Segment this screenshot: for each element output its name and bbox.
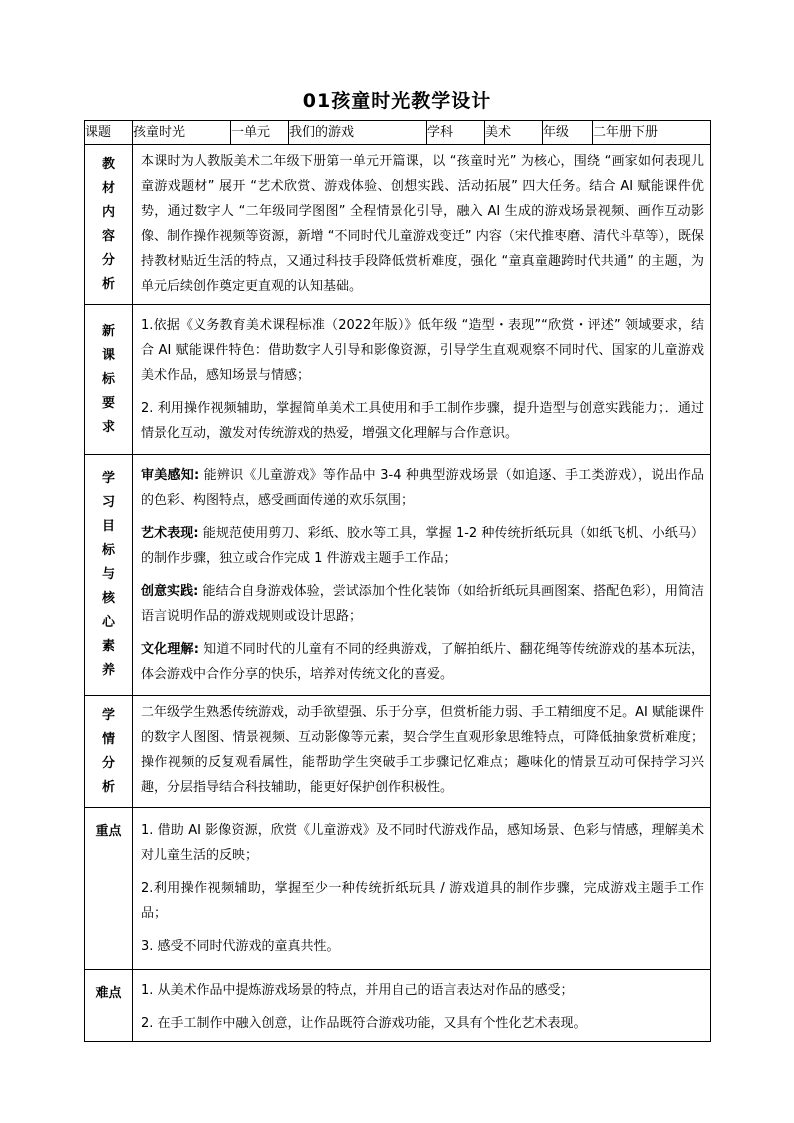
difficulty-item: 1. 从美术作品中提炼游戏场景的特点，并用自己的语言表达对作品的感受； bbox=[141, 983, 574, 998]
goal-item bbox=[141, 637, 704, 687]
goals-row bbox=[85, 455, 711, 696]
subject: 美术 bbox=[485, 121, 543, 145]
goal-text: 能结合自身游戏体验，尝试添加个性化装饰（如给折纸玩具画图案、搭配色彩），用简洁语言说明作品的游戏规则或设计思路； bbox=[141, 584, 704, 624]
goal-item bbox=[141, 579, 704, 629]
key-points-content bbox=[133, 808, 711, 970]
key-point-item: 3. 感受不同时代游戏的童真共性。 bbox=[141, 939, 340, 954]
goal-heading: 创意实践: bbox=[141, 584, 199, 599]
difficulties-label: 难点 bbox=[85, 970, 133, 1042]
learners-text: 二年级学生熟悉传统游戏，动手欲望强、乐于分享，但赏析能力弱、手工精细度不足。AI 赋能课件的数字人图图、情景视频、互动影像等元素，契合学生直观形象思维特点，可降低抽象赏析难度；操作视频的反复观看属性，能帮助学生突破手工步骤记忆难点；趣味化的情景互动可保持学习兴趣，分层指导结合科技辅助，能更好保护创作积极性。 bbox=[133, 696, 711, 808]
learners-label: 学情分析 bbox=[85, 696, 133, 808]
label-course: 课题 bbox=[85, 121, 133, 145]
course-name: 孩童时光 bbox=[133, 121, 231, 145]
goals-label: 学习目标与核心素养 bbox=[85, 455, 133, 696]
label-subject: 学科 bbox=[427, 121, 485, 145]
difficulties-row bbox=[85, 970, 711, 1042]
goal-text: 能辨识《儿童游戏》等作品中 3-4 种典型游戏场景（如追逐、手工类游戏），说出作品的色彩、构图特点，感受画面传递的欢乐氛围； bbox=[141, 468, 704, 508]
standards-content bbox=[133, 305, 711, 455]
goals-content bbox=[133, 455, 711, 696]
standards-label: 新课标要求 bbox=[85, 305, 133, 455]
lesson-plan-table bbox=[84, 120, 711, 1042]
analysis-row bbox=[85, 145, 711, 305]
analysis-text: 本课时为人教版美术二年级下册第一单元开篇课，以 “孩童时光” 为核心，围绕 “画家如何表现儿童游戏题材” 展开 “艺术欣赏、游戏体验、创想实践、活动拓展” 四大任务。结合 AI 赋能课件优势，通过数字人 “二年级同学图图” 全程情景化引导，融入 AI 生成的游戏场景视频、画作互动影像、制作操作视频等资源，新增 “不同时代儿童游戏变迁” 内容（宋代推枣磨、清代斗草等），既保持教材贴近生活的特点，又通过科技手段降低赏析难度，强化 “童真童趣跨时代共通” 的主题，为单元后续创作奠定更直观的认知基础。 bbox=[133, 145, 711, 305]
analysis-label: 教材内容分析 bbox=[85, 145, 133, 305]
goal-item bbox=[141, 463, 704, 513]
learners-row bbox=[85, 696, 711, 808]
difficulty-item: 2. 在手工制作中融入创意，让作品既符合游戏功能，又具有个性化艺术表现。 bbox=[141, 1016, 587, 1031]
goal-text: 能规范使用剪刀、彩纸、胶水等工具，掌握 1-2 种传统折纸玩具（如纸飞机、小纸马）的制作步骤，独立或合作完成 1 件游戏主题手工作品； bbox=[141, 526, 705, 566]
key-point-item: 2.利用操作视频辅助，掌握至少一种传统折纸玩具 / 游戏道具的制作步骤，完成游戏主题手工作品； bbox=[141, 881, 704, 921]
goal-item bbox=[141, 521, 704, 571]
goal-heading: 文化理解: bbox=[141, 642, 199, 657]
key-points-label: 重点 bbox=[85, 808, 133, 970]
label-grade: 年级 bbox=[543, 121, 593, 145]
grade: 二年册下册 bbox=[593, 121, 711, 145]
difficulties-content bbox=[133, 970, 711, 1042]
goal-text: 知道不同时代的儿童有不同的经典游戏，了解拍纸片、翻花绳等传统游戏的基本玩法，体会游戏中合作分享的快乐，培养对传统文化的喜爱。 bbox=[141, 642, 704, 682]
standards-paragraph-1: 1.依据《义务教育美术课程标准（2022年版）》低年级 “造型・表现”“欣赏・评述” 领域要求，结合 AI 赋能课件特色：借助数字人引导和影像资源，引导学生直观观察不同时代、国家的儿童游戏美术作品，感知场景与情感； bbox=[141, 318, 704, 383]
standards-row bbox=[85, 305, 711, 455]
unit-name: 我们的游戏 bbox=[289, 121, 427, 145]
goal-heading: 审美感知: bbox=[141, 468, 200, 483]
document-title: 01孩童时光教学设计 bbox=[302, 90, 492, 112]
standards-paragraph-2: 2. 利用操作视频辅助，掌握简单美术工具使用和手工制作步骤，提升造型与创意实践能力；．通过情景化互动，激发对传统游戏的热爱，增强文化理解与合作意识。 bbox=[141, 401, 704, 441]
key-points-row bbox=[85, 808, 711, 970]
unit: 一单元 bbox=[231, 121, 289, 145]
key-point-item: 1. 借助 AI 影像资源，欣赏《儿童游戏》及不同时代游戏作品，感知场景、色彩与情感，理解美术对儿童生活的反映； bbox=[141, 823, 704, 863]
header-row bbox=[85, 121, 711, 145]
goal-heading: 艺术表现: bbox=[141, 526, 199, 541]
